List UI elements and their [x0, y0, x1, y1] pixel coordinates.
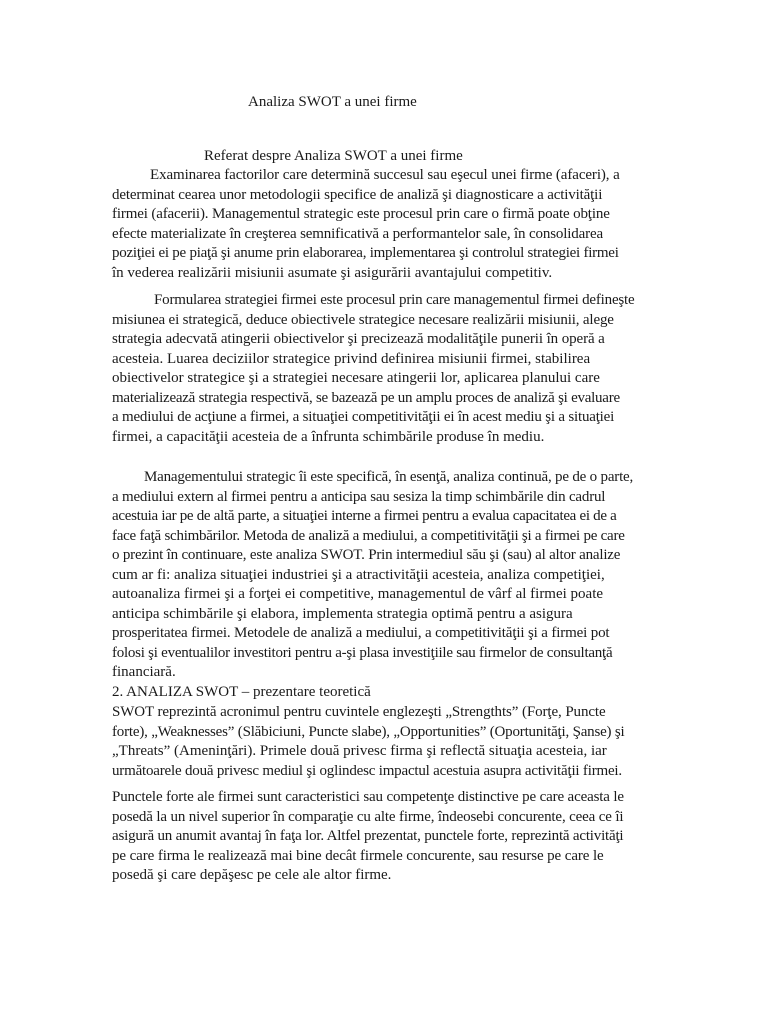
paragraph-line: acesteia. Luarea deciziilor strategice privind definirea misiunii firmei, stabilirea [112, 350, 591, 367]
document-subtitle: Referat despre Analiza SWOT a unei firme [204, 148, 463, 164]
paragraph-line: posedă şi care depăşesc pe cele ale altor firme. [112, 867, 392, 883]
paragraph-line: în vederea realizării misiunii asumate şi asigurării avantajului competitiv. [112, 264, 553, 281]
paragraph-line: a mediului extern al firmei pentru a anticipa sau sesiza la timp schimbările din cadrul [112, 488, 606, 505]
paragraph-line: a mediului de acţiune a firmei, a situaţiei competitivităţii ei în acest mediu şi a situaţiei [112, 409, 615, 425]
paragraph-intro [112, 166, 700, 283]
paragraph-management [112, 468, 700, 683]
paragraph-line: Examinarea factorilor care determină succesul sau eşecul unei firme (afaceri), a [150, 167, 620, 183]
paragraph-line: obiectivelor strategice şi a strategiei necesare atingerii lor, aplicarea planului care [112, 370, 600, 386]
paragraph-line: misiunea ei strategică, deduce obiectivele strategice necesare realizării misiunii, alege [112, 311, 614, 328]
paragraph-line: posedă la un nivel superior în comparaţie cu alte firme, îndeosebi concurente, ceea ce îi [112, 808, 624, 825]
paragraph-line: efecte materializate în creşterea semnificativă a performantelor sale, în consolidarea [112, 225, 603, 242]
paragraph-line: poziţiei ei pe piaţă şi anume prin elaborarea, implementarea şi controlul strategiei firmei [112, 245, 619, 261]
paragraph-line: Managementului strategic îi este specifică, în esenţă, analiza continuă, pe de o parte, [144, 469, 634, 485]
paragraph-line: Formularea strategiei firmei este procesul prin care managementul firmei defineşte [154, 292, 635, 308]
paragraph-line: „Threats” (Ameninţări). Primele două privesc firma şi reflectă situaţia acesteia, iar [112, 743, 607, 759]
paragraph-line: Punctele forte ale firmei sunt caracteristici sau competenţe distinctive pe care aceasta le [112, 789, 624, 805]
paragraph-strengths [112, 788, 700, 886]
paragraph-line: anticipa schimbările şi elabora, implementa strategia optimă pentru a asigura [112, 605, 573, 622]
paragraph-line: face faţă schimbărilor. Metoda de analiză a mediului, a competitivităţii şi a firmei pe care [112, 527, 625, 544]
document-title: Analiza SWOT a unei firme [248, 94, 417, 110]
paragraph-line: firmei (afacerii). Managementul strategic este procesul prin care o firmă poate obţine [112, 206, 610, 222]
paragraph-line: pe care firma le realizează mai bine decât firmele concurente, sau resurse pe care le [112, 847, 604, 864]
paragraph-strategy [112, 291, 700, 447]
paragraph-line: financiară. [112, 664, 176, 680]
paragraph-line: următoarele două privesc mediul şi oglindesc impactul acestuia asupra activităţii firmei. [112, 762, 622, 779]
paragraph-line: prosperitatea firmei. Metodele de analiză a mediului, a competitivităţii şi a firmei pot [112, 625, 610, 641]
paragraph-line: determinat cearea unor metodologii specifice de analiză şi diagnosticare a activităţii [112, 186, 603, 203]
paragraph-swot-definition [112, 703, 700, 781]
paragraph-line: SWOT reprezintă acronimul pentru cuvintele englezeşti „Strengthts” (Forţe, Puncte [112, 704, 606, 720]
paragraph-line: autoanaliza firmei şi a forţei ei competitive, managementul de vârf al firmei poate [112, 586, 604, 602]
paragraph-line: strategia adecvată atingerii obiectivelor şi precizează modalităţile punerii în operă a [112, 331, 605, 347]
paragraph-line: acestuia iar pe de altă parte, a situaţiei interne a firmei pentru a evalua capacitatea ei de a [112, 508, 617, 524]
paragraph-line: forte), „Weaknesses” (Slăbiciuni, Puncte slabe), „Opportunities” (Oportunităţi, Şanse) şi [112, 723, 625, 740]
paragraph-line: firmei, a capacităţii acesteia de a înfrunta schimbările produse în mediu. [112, 428, 545, 445]
paragraph-line: materializează strategia respectivă, se bazează pe un amplu proces de analiză şi evaluare [112, 389, 620, 406]
paragraph-line: asigură un anumit avantaj în faţa lor. Altfel prezentat, punctele forte, reprezintă activităţi [112, 828, 624, 844]
section-heading: 2. ANALIZA SWOT – prezentare teoretică [112, 684, 371, 700]
paragraph-line: folosi şi eventualilor investitori pentru a-şi plasa investiţiile sau firmelor de consultanţă [112, 644, 613, 661]
paragraph-line: cum ar fi: analiza situaţiei industriei şi a atractivităţii acesteia, analiza competiţiei, [112, 566, 605, 583]
paragraph-line: o prezint în continuare, este analiza SWOT. Prin intermediul său şi (sau) al altor analize [112, 547, 621, 563]
